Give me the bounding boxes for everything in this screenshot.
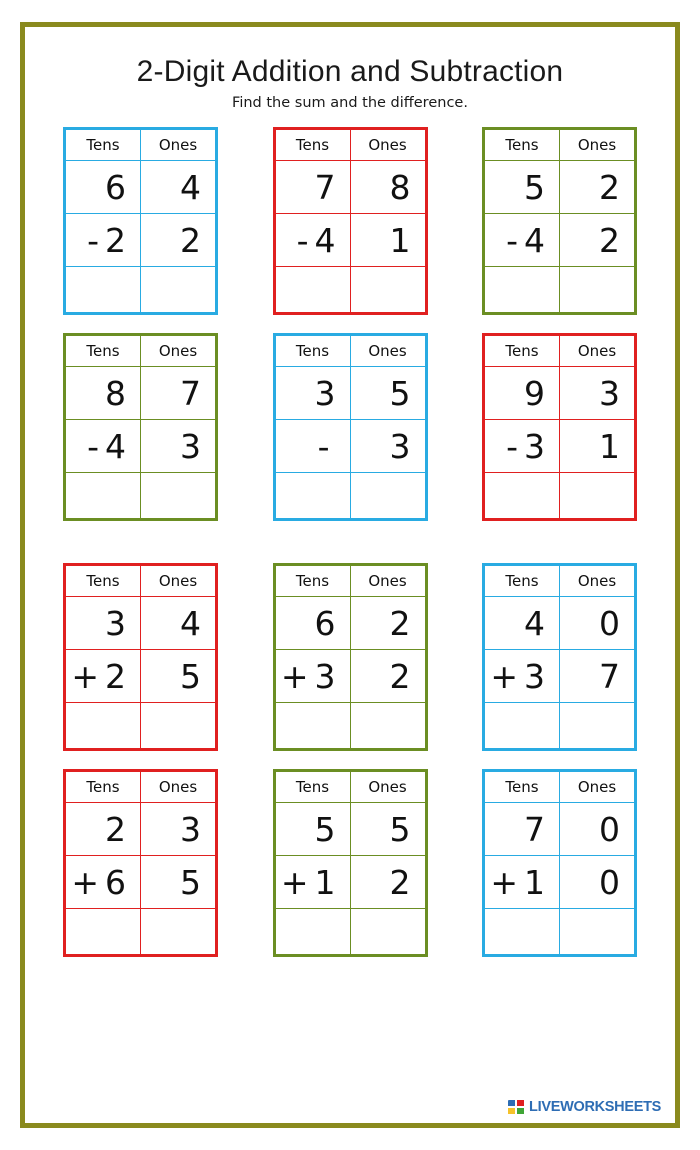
top-ones-digit: 2	[560, 161, 635, 214]
top-tens-digit: 6	[66, 161, 141, 214]
top-tens-digit: 3	[275, 367, 350, 420]
problem-card	[482, 333, 637, 521]
column-header-ones: Ones	[350, 336, 425, 367]
answer-row	[275, 909, 425, 955]
bottom-tens-digit: 3	[524, 656, 545, 696]
answer-row	[275, 267, 425, 313]
top-number-row	[485, 367, 635, 420]
bottom-tens-cell	[66, 650, 141, 703]
table-header-row	[275, 566, 425, 597]
column-header-ones: Ones	[350, 130, 425, 161]
top-tens-digit: 5	[485, 161, 560, 214]
operator-symbol: -	[87, 426, 99, 466]
answer-row	[485, 703, 635, 749]
answer-row	[66, 703, 216, 749]
answer-tens-input[interactable]	[485, 473, 560, 519]
top-tens-digit: 6	[275, 597, 350, 650]
bottom-ones-digit: 3	[141, 420, 216, 473]
operator-symbol: -	[506, 220, 518, 260]
top-ones-digit: 4	[141, 161, 216, 214]
problem-card	[482, 127, 637, 315]
bottom-ones-digit: 2	[560, 214, 635, 267]
top-ones-digit: 8	[350, 161, 425, 214]
top-number-row	[275, 161, 425, 214]
operator-symbol: -	[87, 220, 99, 260]
column-header-tens: Tens	[66, 130, 141, 161]
answer-ones-input[interactable]	[560, 703, 635, 749]
top-number-row	[275, 597, 425, 650]
column-header-tens: Tens	[485, 566, 560, 597]
bottom-tens-cell	[66, 856, 141, 909]
column-header-tens: Tens	[275, 772, 350, 803]
bottom-number-row	[66, 214, 216, 267]
answer-row	[485, 909, 635, 955]
column-header-tens: Tens	[275, 566, 350, 597]
table-header-row	[275, 130, 425, 161]
answer-row	[66, 909, 216, 955]
problem-card	[482, 563, 637, 751]
bottom-tens-cell	[275, 856, 350, 909]
answer-tens-input[interactable]	[275, 703, 350, 749]
liveworksheets-logo-icon	[508, 1100, 525, 1115]
bottom-tens-digit: 1	[524, 862, 545, 902]
top-number-row	[66, 597, 216, 650]
bottom-number-row	[485, 856, 635, 909]
problem-card	[273, 127, 428, 315]
bottom-tens-digit: 3	[524, 426, 545, 466]
problem-card	[63, 769, 218, 957]
operator-symbol: -	[296, 220, 309, 260]
answer-row	[485, 267, 635, 313]
bottom-ones-digit: 5	[141, 650, 216, 703]
top-tens-digit: 8	[66, 367, 141, 420]
answer-row	[485, 473, 635, 519]
operator-symbol: +	[490, 862, 518, 902]
top-number-row	[485, 803, 635, 856]
column-header-tens: Tens	[66, 566, 141, 597]
column-header-ones: Ones	[141, 336, 216, 367]
top-ones-digit: 0	[560, 803, 635, 856]
bottom-ones-digit: 0	[560, 856, 635, 909]
liveworksheets-watermark	[508, 1099, 661, 1115]
answer-ones-input[interactable]	[350, 473, 425, 519]
column-header-ones: Ones	[560, 772, 635, 803]
top-ones-digit: 0	[560, 597, 635, 650]
column-header-ones: Ones	[560, 336, 635, 367]
column-header-tens: Tens	[66, 336, 141, 367]
answer-tens-input[interactable]	[485, 703, 560, 749]
operator-symbol: +	[280, 656, 309, 696]
top-ones-digit: 4	[141, 597, 216, 650]
top-number-row	[485, 597, 635, 650]
answer-ones-input[interactable]	[560, 473, 635, 519]
bottom-number-row	[66, 420, 216, 473]
page-subtitle: Find the sum and the difference.	[232, 95, 468, 111]
bottom-tens-digit: 2	[105, 220, 126, 260]
top-tens-digit: 2	[66, 803, 141, 856]
bottom-ones-digit: 2	[141, 214, 216, 267]
top-number-row	[275, 803, 425, 856]
top-ones-digit: 5	[350, 367, 425, 420]
column-header-ones: Ones	[560, 566, 635, 597]
column-header-ones: Ones	[141, 566, 216, 597]
bottom-tens-digit: 4	[524, 220, 545, 260]
bottom-tens-cell	[275, 420, 350, 473]
answer-ones-input[interactable]	[141, 267, 216, 313]
column-header-tens: Tens	[485, 772, 560, 803]
column-header-tens: Tens	[275, 336, 350, 367]
bottom-number-row	[275, 650, 425, 703]
top-tens-digit: 5	[275, 803, 350, 856]
top-number-row	[66, 161, 216, 214]
answer-row	[275, 473, 425, 519]
bottom-ones-digit: 1	[560, 420, 635, 473]
problem-card	[273, 333, 428, 521]
table-header-row	[275, 772, 425, 803]
top-ones-digit: 5	[350, 803, 425, 856]
top-tens-digit: 9	[485, 367, 560, 420]
bottom-number-row	[275, 856, 425, 909]
column-header-tens: Tens	[485, 130, 560, 161]
bottom-number-row	[275, 214, 425, 267]
bottom-number-row	[66, 650, 216, 703]
top-tens-digit: 4	[485, 597, 560, 650]
problems-row	[41, 769, 659, 957]
problems-grid	[41, 127, 659, 957]
problem-card	[63, 127, 218, 315]
column-header-tens: Tens	[275, 130, 350, 161]
top-tens-digit: 3	[66, 597, 141, 650]
bottom-number-row	[485, 420, 635, 473]
bottom-tens-digit: 2	[105, 656, 126, 696]
worksheet-frame	[20, 22, 680, 1128]
bottom-number-row	[485, 650, 635, 703]
column-header-tens: Tens	[66, 772, 141, 803]
problem-card	[63, 563, 218, 751]
top-tens-digit: 7	[275, 161, 350, 214]
bottom-tens-digit: 1	[314, 862, 336, 902]
table-header-row	[66, 130, 216, 161]
column-header-ones: Ones	[141, 130, 216, 161]
column-header-ones: Ones	[350, 772, 425, 803]
bottom-ones-digit: 3	[350, 420, 425, 473]
problem-card	[482, 769, 637, 957]
answer-tens-input[interactable]	[275, 909, 350, 955]
operator-symbol: +	[280, 862, 309, 902]
table-header-row	[66, 772, 216, 803]
column-header-tens: Tens	[485, 336, 560, 367]
bottom-tens-cell	[485, 214, 560, 267]
top-number-row	[66, 367, 216, 420]
table-header-row	[66, 336, 216, 367]
problems-row	[41, 127, 659, 315]
bottom-tens-digit: 4	[314, 220, 336, 260]
bottom-tens-digit: 4	[105, 426, 126, 466]
table-header-row	[485, 130, 635, 161]
answer-row	[275, 703, 425, 749]
column-header-ones: Ones	[141, 772, 216, 803]
top-ones-digit: 7	[141, 367, 216, 420]
top-ones-digit: 3	[141, 803, 216, 856]
bottom-number-row	[66, 856, 216, 909]
page-title: 2-Digit Addition and Subtraction	[136, 55, 564, 88]
answer-row	[66, 267, 216, 313]
operator-symbol: +	[490, 656, 518, 696]
top-ones-digit: 3	[560, 367, 635, 420]
table-header-row	[485, 566, 635, 597]
answer-ones-input[interactable]	[560, 909, 635, 955]
answer-tens-input[interactable]	[275, 473, 350, 519]
column-header-ones: Ones	[560, 130, 635, 161]
bottom-tens-cell	[275, 214, 350, 267]
bottom-ones-digit: 1	[350, 214, 425, 267]
answer-ones-input[interactable]	[141, 909, 216, 955]
answer-tens-input[interactable]	[66, 909, 141, 955]
bottom-tens-cell	[485, 420, 560, 473]
answer-tens-input[interactable]	[485, 909, 560, 955]
top-tens-digit: 7	[485, 803, 560, 856]
operator-symbol: +	[71, 862, 99, 902]
problem-card	[273, 563, 428, 751]
problem-card	[273, 769, 428, 957]
bottom-tens-digit: 6	[105, 862, 126, 902]
table-header-row	[275, 336, 425, 367]
bottom-tens-cell	[275, 650, 350, 703]
bottom-tens-digit: 3	[314, 656, 336, 696]
answer-tens-input[interactable]	[275, 267, 350, 313]
answer-tens-input[interactable]	[66, 473, 141, 519]
operator-symbol: -	[506, 426, 518, 466]
answer-tens-input[interactable]	[66, 703, 141, 749]
operator-symbol: +	[71, 656, 99, 696]
table-header-row	[485, 336, 635, 367]
bottom-ones-digit: 2	[350, 856, 425, 909]
top-number-row	[66, 803, 216, 856]
answer-row	[66, 473, 216, 519]
answer-tens-input[interactable]	[66, 267, 141, 313]
problems-row	[41, 333, 659, 521]
answer-ones-input[interactable]	[350, 909, 425, 955]
operator-symbol: -	[317, 426, 330, 466]
answer-ones-input[interactable]	[141, 473, 216, 519]
table-header-row	[485, 772, 635, 803]
table-header-row	[66, 566, 216, 597]
top-ones-digit: 2	[350, 597, 425, 650]
answer-ones-input[interactable]	[350, 267, 425, 313]
bottom-ones-digit: 7	[560, 650, 635, 703]
bottom-number-row	[275, 420, 425, 473]
bottom-tens-cell	[485, 650, 560, 703]
bottom-tens-cell	[66, 214, 141, 267]
bottom-number-row	[485, 214, 635, 267]
top-number-row	[275, 367, 425, 420]
problem-card	[63, 333, 218, 521]
liveworksheets-brand-label: LIVEWORKSHEETS	[529, 1099, 661, 1115]
answer-ones-input[interactable]	[350, 703, 425, 749]
bottom-ones-digit: 2	[350, 650, 425, 703]
answer-ones-input[interactable]	[560, 267, 635, 313]
top-number-row	[485, 161, 635, 214]
bottom-ones-digit: 5	[141, 856, 216, 909]
bottom-tens-cell	[66, 420, 141, 473]
problems-row	[41, 563, 659, 751]
bottom-tens-cell	[485, 856, 560, 909]
column-header-ones: Ones	[350, 566, 425, 597]
answer-ones-input[interactable]	[141, 703, 216, 749]
answer-tens-input[interactable]	[485, 267, 560, 313]
